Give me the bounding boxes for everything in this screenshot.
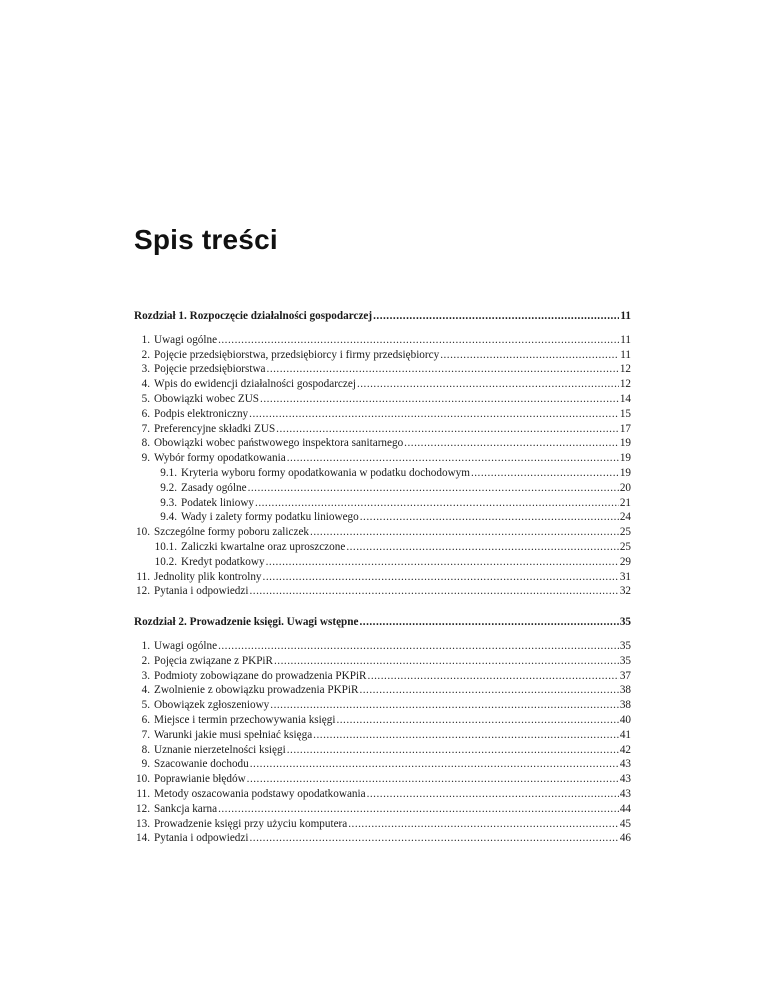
entry-number: 12. xyxy=(136,802,150,815)
toc-subentry[interactable] xyxy=(134,466,631,481)
toc-entry[interactable] xyxy=(134,584,631,599)
entry-title: Jednolity plik kontrolny xyxy=(154,570,262,583)
entry-title: Podatek liniowy xyxy=(181,496,255,509)
entry-number: 4. xyxy=(141,684,150,697)
dot-leader xyxy=(346,540,619,555)
entry-number: 1. xyxy=(141,639,150,652)
dot-leader xyxy=(471,466,619,481)
dot-leader xyxy=(276,422,619,437)
toc-entry[interactable] xyxy=(134,757,631,772)
toc-entry[interactable] xyxy=(134,570,631,585)
toc-entry[interactable] xyxy=(134,422,631,437)
dot-leader xyxy=(218,802,619,817)
entry-title: Obowiązek zgłoszeniowy xyxy=(154,699,270,712)
toc-entry[interactable] xyxy=(134,787,631,802)
dot-leader xyxy=(368,669,619,684)
entry-title: Sankcja karna xyxy=(154,802,218,815)
page-number: 35 xyxy=(619,616,631,629)
entry-number: 8. xyxy=(141,743,150,756)
dot-leader xyxy=(373,309,619,324)
dot-leader xyxy=(249,407,619,422)
toc-subentry[interactable] xyxy=(134,496,631,511)
page-number: 12 xyxy=(619,363,631,376)
dot-leader xyxy=(336,713,618,728)
entry-title: Poprawianie błędów xyxy=(154,773,246,786)
entry-number: 1. xyxy=(141,333,150,346)
toc-entry[interactable] xyxy=(134,451,631,466)
dot-leader xyxy=(359,683,618,698)
toc-entry[interactable] xyxy=(134,802,631,817)
page-number: 19 xyxy=(619,466,631,479)
dot-leader xyxy=(357,377,619,392)
dot-leader xyxy=(287,743,619,758)
entry-number: 9. xyxy=(141,758,150,771)
dot-leader xyxy=(274,654,619,669)
page-number: 19 xyxy=(619,452,631,465)
entry-number: 7. xyxy=(141,728,150,741)
page-number: 43 xyxy=(619,787,631,800)
toc-chapter-heading[interactable] xyxy=(134,615,631,630)
entry-number: 7. xyxy=(141,422,150,435)
page-number: 21 xyxy=(619,496,631,509)
page-number: 38 xyxy=(619,684,631,697)
chapter-title: Rozdział 2. Prowadzenie księgi. Uwagi wstępne xyxy=(134,616,359,629)
page-number: 43 xyxy=(619,758,631,771)
entry-title: Zwolnienie z obowiązku prowadzenia PKPiR xyxy=(154,684,359,697)
page-number: 37 xyxy=(619,669,631,682)
page-number: 12 xyxy=(619,378,631,391)
toc-subentry[interactable] xyxy=(134,540,631,555)
page-number: 38 xyxy=(619,699,631,712)
toc-entry[interactable] xyxy=(134,831,631,846)
toc-entry[interactable] xyxy=(134,743,631,758)
entry-title: Pytania i odpowiedzi xyxy=(154,832,249,845)
entry-title: Metody oszacowania podstawy opodatkowania xyxy=(154,787,366,800)
entry-number: 11. xyxy=(136,570,150,583)
dot-leader xyxy=(218,333,619,348)
toc-entry[interactable] xyxy=(134,772,631,787)
dot-leader xyxy=(287,451,619,466)
entry-title: Prowadzenie księgi przy użyciu komputera xyxy=(154,817,348,830)
page-number: 35 xyxy=(619,639,631,652)
dot-leader xyxy=(250,757,619,772)
toc-entry[interactable] xyxy=(134,669,631,684)
entry-title: Uznanie nierzetelności księgi xyxy=(154,743,286,756)
entry-number: 5. xyxy=(141,699,150,712)
entry-title: Uwagi ogólne xyxy=(154,333,218,346)
chapter-title: Rozdział 1. Rozpoczęcie działalności gospodarczej xyxy=(134,310,373,322)
page-number: 14 xyxy=(619,392,631,405)
page-title: Spis treści xyxy=(134,224,278,255)
page-number: 31 xyxy=(619,570,631,583)
entry-number: 10.2. xyxy=(154,555,177,568)
dot-leader xyxy=(249,831,618,846)
entry-number: 8. xyxy=(141,437,150,450)
dot-leader xyxy=(359,615,618,630)
entry-title: Kredyt podatkowy xyxy=(181,555,265,568)
toc-entry[interactable] xyxy=(134,377,631,392)
entry-number: 9.1. xyxy=(160,466,177,479)
toc-entry[interactable] xyxy=(134,713,631,728)
entry-number: 14. xyxy=(136,832,150,845)
toc-entry[interactable] xyxy=(134,362,631,377)
toc-subentry[interactable] xyxy=(134,481,631,496)
page-number: 25 xyxy=(619,540,631,553)
entry-number: 11. xyxy=(136,787,150,800)
toc-entry[interactable] xyxy=(134,728,631,743)
page-number: 46 xyxy=(619,832,631,845)
entry-title: Obowiązki wobec państwowego inspektora sanitarnego xyxy=(154,437,404,450)
entry-number: 9. xyxy=(141,452,150,465)
entry-title: Warunki jakie musi spełniać księga xyxy=(154,728,313,741)
dot-leader xyxy=(248,481,619,496)
entry-number: 9.4. xyxy=(160,511,177,524)
entry-title: Wady i zalety formy podatku liniowego xyxy=(181,511,359,524)
page-number: 41 xyxy=(619,728,631,741)
entry-number: 2. xyxy=(141,654,150,667)
dot-leader xyxy=(266,555,619,570)
entry-title: Zasady ogólne xyxy=(181,481,247,494)
toc-subentry[interactable] xyxy=(134,555,631,570)
page-number: 45 xyxy=(619,817,631,830)
dot-leader xyxy=(310,525,619,540)
page-number: 11 xyxy=(620,348,631,361)
page-number: 29 xyxy=(619,555,631,568)
entry-title: Szczególne formy poboru zaliczek xyxy=(154,526,310,539)
toc-subentry[interactable] xyxy=(134,510,631,525)
page-number: 15 xyxy=(619,407,631,420)
dot-leader xyxy=(255,496,619,511)
page-number: 19 xyxy=(619,437,631,450)
entry-title: Pojęcie przedsiębiorstwa xyxy=(154,363,266,376)
entry-number: 5. xyxy=(141,392,150,405)
toc-entry[interactable] xyxy=(134,639,631,654)
page-number: 20 xyxy=(619,481,631,494)
toc-entry[interactable] xyxy=(134,525,631,540)
toc-entry[interactable] xyxy=(134,817,631,832)
entry-title: Zaliczki kwartalne oraz uproszczone xyxy=(181,540,346,553)
entry-title: Podpis elektroniczny xyxy=(154,407,249,420)
entry-number: 12. xyxy=(136,585,150,598)
page-number: 40 xyxy=(619,713,631,726)
toc-entry[interactable] xyxy=(134,654,631,669)
entry-title: Wybór formy opodatkowania xyxy=(154,452,286,465)
dot-leader xyxy=(360,510,619,525)
page-number: 11 xyxy=(620,310,631,322)
dot-leader xyxy=(270,698,619,713)
page-number: 25 xyxy=(619,526,631,539)
toc-entry[interactable] xyxy=(134,436,631,451)
toc-entry[interactable] xyxy=(134,333,631,348)
entry-title: Pytania i odpowiedzi xyxy=(154,585,249,598)
page-number: 44 xyxy=(619,802,631,815)
entry-title: Podmioty zobowiązane do prowadzenia PKPiR xyxy=(154,669,367,682)
dot-leader xyxy=(218,639,619,654)
table-of-contents xyxy=(134,309,631,855)
entry-title: Kryteria wyboru formy opodatkowania w podatku dochodowym xyxy=(181,466,470,479)
toc-entry[interactable] xyxy=(134,407,631,422)
page-number: 11 xyxy=(620,333,631,346)
entry-title: Preferencyjne składki ZUS xyxy=(154,422,276,435)
entry-number: 6. xyxy=(141,407,150,420)
page-number: 24 xyxy=(619,511,631,524)
dot-leader xyxy=(267,362,619,377)
entry-number: 10.1. xyxy=(154,540,177,553)
entry-number: 9.3. xyxy=(160,496,177,509)
dot-leader xyxy=(260,392,619,407)
entry-number: 13. xyxy=(136,817,150,830)
entry-number: 3. xyxy=(141,363,150,376)
entry-number: 4. xyxy=(141,378,150,391)
toc-chapter-heading[interactable] xyxy=(134,309,631,324)
dot-leader xyxy=(404,436,619,451)
dot-leader xyxy=(313,728,619,743)
entry-title: Pojęcie przedsiębiorstwa, przedsiębiorcy i firmy przedsiębiorcy xyxy=(154,348,440,361)
entry-title: Obowiązki wobec ZUS xyxy=(154,392,260,405)
entry-number: 6. xyxy=(141,713,150,726)
page-number: 17 xyxy=(619,422,631,435)
entry-title: Szacowanie dochodu xyxy=(154,758,249,771)
dot-leader xyxy=(247,772,619,787)
entry-number: 10. xyxy=(136,526,150,539)
toc-entry[interactable] xyxy=(134,392,631,407)
dot-leader xyxy=(440,348,619,363)
dot-leader xyxy=(249,584,618,599)
entry-title: Uwagi ogólne xyxy=(154,639,218,652)
dot-leader xyxy=(367,787,619,802)
page-number: 35 xyxy=(619,654,631,667)
page-number: 32 xyxy=(619,585,631,598)
toc-chapter xyxy=(134,615,631,846)
dot-leader xyxy=(263,570,619,585)
toc-entry[interactable] xyxy=(134,348,631,363)
entry-title: Miejsce i termin przechowywania księgi xyxy=(154,713,336,726)
toc-chapter xyxy=(134,309,631,599)
entry-number: 3. xyxy=(141,669,150,682)
toc-entry[interactable] xyxy=(134,698,631,713)
entry-title: Wpis do ewidencji działalności gospodarczej xyxy=(154,378,356,391)
dot-leader xyxy=(348,817,619,832)
toc-entry[interactable] xyxy=(134,683,631,698)
entry-number: 10. xyxy=(136,773,150,786)
entry-number: 2. xyxy=(141,348,150,361)
page-number: 42 xyxy=(619,743,631,756)
entry-title: Pojęcia związane z PKPiR xyxy=(154,654,273,667)
entry-number: 9.2. xyxy=(160,481,177,494)
page-number: 43 xyxy=(619,773,631,786)
